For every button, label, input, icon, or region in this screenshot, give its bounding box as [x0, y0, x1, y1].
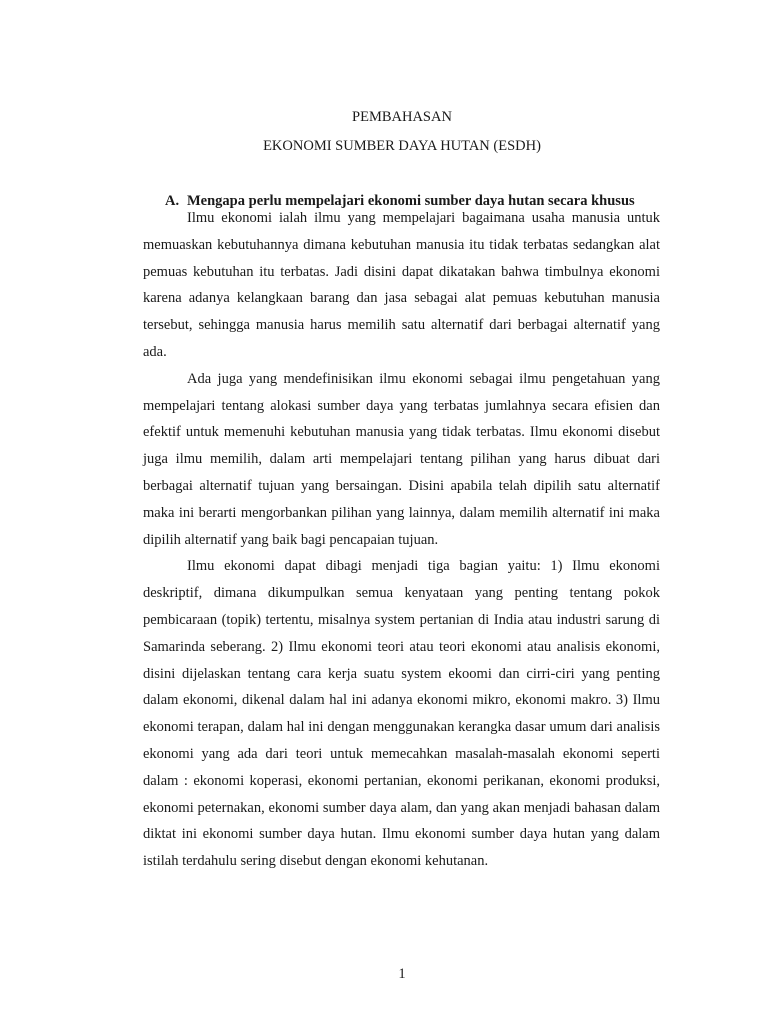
section-heading-text: Mengapa perlu mempelajari ekonomi sumber daya hutan secara khusus: [187, 193, 635, 209]
page-number: 1: [398, 966, 406, 982]
paragraph-1: Ilmu ekonomi ialah ilmu yang mempelajari bagaimana usaha manusia untuk memuaskan kebutuhannya dimana kebutuhan manusia itu tidak terbatas sedangkan alat pemuas kebutuhan itu terbatas. Jadi disini dapat dikatakan bahwa timbulnya ekonomi karena adanya kelangkaan barang dan jasa sebagai alat pemuas kebutuhan manusia tersebut, sehingga manusia harus memilih satu alternatif dari berbagai alternatif yang ada.: [143, 210, 660, 360]
document-title: PEMBAHASAN: [352, 109, 452, 125]
body-text: [143, 205, 660, 875]
document-subtitle: EKONOMI SUMBER DAYA HUTAN (ESDH): [263, 138, 541, 154]
paragraph-3: Ilmu ekonomi dapat dibagi menjadi tiga bagian yaitu: 1) Ilmu ekonomi deskriptif, dimana dikumpulkan semua kenyataan yang penting tentang pokok pembicaraan (topik) tertentu, misalnya system pertanian di India atau industri sarung di Samarinda seberang. 2) Ilmu ekonomi teori atau teori ekonomi atau analisis ekonomi, disini dijelaskan tentang cara kerja suatu system ekoomi dan cirri-ciri yang penting dalam ekonomi, dikenal dalam hal ini adanya ekonomi mikro, ekonomi makro. 3) Ilmu ekonomi terapan, dalam hal ini dengan menggunakan kerangka dasar umum dari analisis ekonomi yang ada dari teori untuk memecahkan masalah-masalah ekonomi seperti dalam : ekonomi koperasi, ekonomi pertanian, ekonomi perikanan, ekonomi produksi, ekonomi peternakan, ekonomi sumber daya alam, dan yang akan menjadi bahasan dalam diktat ini ekonomi sumber daya hutan. Ilmu ekonomi sumber daya hutan yang dalam istilah terdahulu sering disebut dengan ekonomi kehutanan.: [143, 558, 660, 870]
paragraph-2: Ada juga yang mendefinisikan ilmu ekonomi sebagai ilmu pengetahuan yang mempelajari tentang alokasi sumber daya yang terbatas jumlahnya secara efisien dan efektif untuk memenuhi kebutuhan manusia yang tidak terbatas. Ilmu ekonomi disebut juga ilmu memilih, dalam arti mempelajari tentang pilihan yang harus dibuat dari berbagai alternatif tujuan yang bersaingan. Disini apabila telah dipilih satu alternatif maka ini berarti mengorbankan pilihan yang lainnya, dalam memilih alternatif ini maka dipilih alternatif yang baik bagi pencapaian tujuan.: [143, 370, 660, 548]
section-letter: A.: [165, 193, 180, 209]
